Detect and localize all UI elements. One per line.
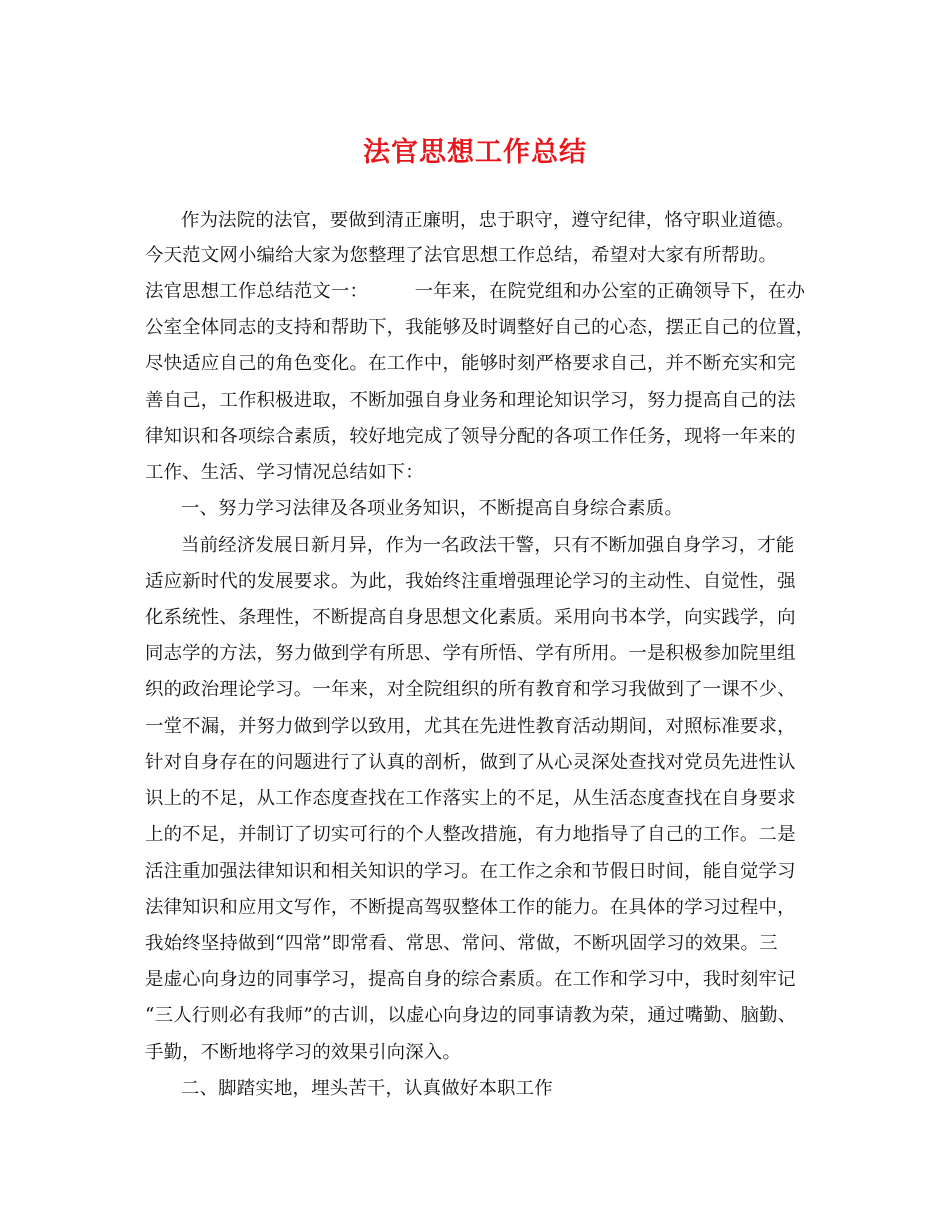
text-line: 织的政治理论学习。一年来，对全院组织的所有教育和学习我做到了一课不少、 xyxy=(145,679,796,700)
text-line: 识上的不足，从工作态度查找在工作落实上的不足，从生活态度查找在自身要求 xyxy=(145,788,796,809)
text-line: 针对自身存在的问题进行了认真的剖析，做到了从心灵深处查找对党员先进性认 xyxy=(145,752,796,773)
text-line: 化系统性、条理性，不断提高自身思想文化素质。采用向书本学，向实践学，向 xyxy=(145,607,796,628)
text-line: 同志学的方法，努力做到学有所思、学有所悟、学有所用。一是积极参加院里组 xyxy=(145,643,796,664)
section-heading: 二、脚踏实地，埋头苦干，认真做好本职工作 xyxy=(181,1078,553,1099)
text-line: 手勤，不断地将学习的效果引向深入。 xyxy=(145,1042,462,1063)
text-line: 今天范文网小编给大家为您整理了法官思想工作总结，希望对大家有所帮助。 xyxy=(145,245,778,266)
document-title: 法官思想工作总结 xyxy=(363,137,587,168)
text-line: 我始终坚持做到“四常”即常看、常思、常问、常做，不断巩固学习的效果。三 xyxy=(145,933,778,954)
text-line: 当前经济发展日新月异，作为一名政法干警，只有不断加强自身学习，才能 xyxy=(181,535,795,556)
text-line: 作为法院的法官，要做到清正廉明，忠于职守，遵守纪律，恪守职业道德。 xyxy=(181,210,795,231)
text-line: 适应新时代的发展要求。为此，我始终注重增强理论学习的主动性、自觉性，强 xyxy=(145,571,796,592)
text-line: 公室全体同志的支持和帮助下，我能够及时调整好自己的心态，摆正自己的位置， xyxy=(145,317,815,338)
text-line: 是虚心向身边的同事学习，提高自身的综合素质。在工作和学习中，我时刻牢记 xyxy=(145,969,796,990)
text-line: 工作、生活、学习情况总结如下： xyxy=(145,462,424,483)
text-line: 活注重加强法律知识和相关知识的学习。在工作之余和节假日时间，能自觉学习 xyxy=(145,861,796,882)
text-line: 善自己，工作积极进取，不断加强自身业务和理论知识学习，努力提高自己的法 xyxy=(145,390,796,411)
text-line: 一堂不漏，并努力做到学以致用，尤其在先进性教育活动期间，对照标准要求， xyxy=(145,716,796,737)
text-line: 上的不足，并制订了切实可行的个人整改措施，有力地指导了自己的工作。二是 xyxy=(145,824,796,845)
section-heading: 一、努力学习法律及各项业务知识，不断提高自身综合素质。 xyxy=(181,498,683,519)
text-line: “三人行则必有我师”的古训，以虚心向身边的同事请教为荣，通过嘴勤、脑勤、 xyxy=(145,1005,797,1026)
text-line: 法官思想工作总结范文一： 一年来，在院党组和办公室的正确领导下，在办 xyxy=(145,281,806,302)
text-line: 法律知识和应用文写作，不断提高驾驭整体工作的能力。在具体的学习过程中， xyxy=(145,897,796,918)
text-line: 尽快适应自己的角色变化。在工作中，能够时刻严格要求自己，并不断充实和完 xyxy=(145,353,796,374)
text-line: 律知识和各项综合素质，较好地完成了领导分配的各项工作任务，现将一年来的 xyxy=(145,426,796,447)
